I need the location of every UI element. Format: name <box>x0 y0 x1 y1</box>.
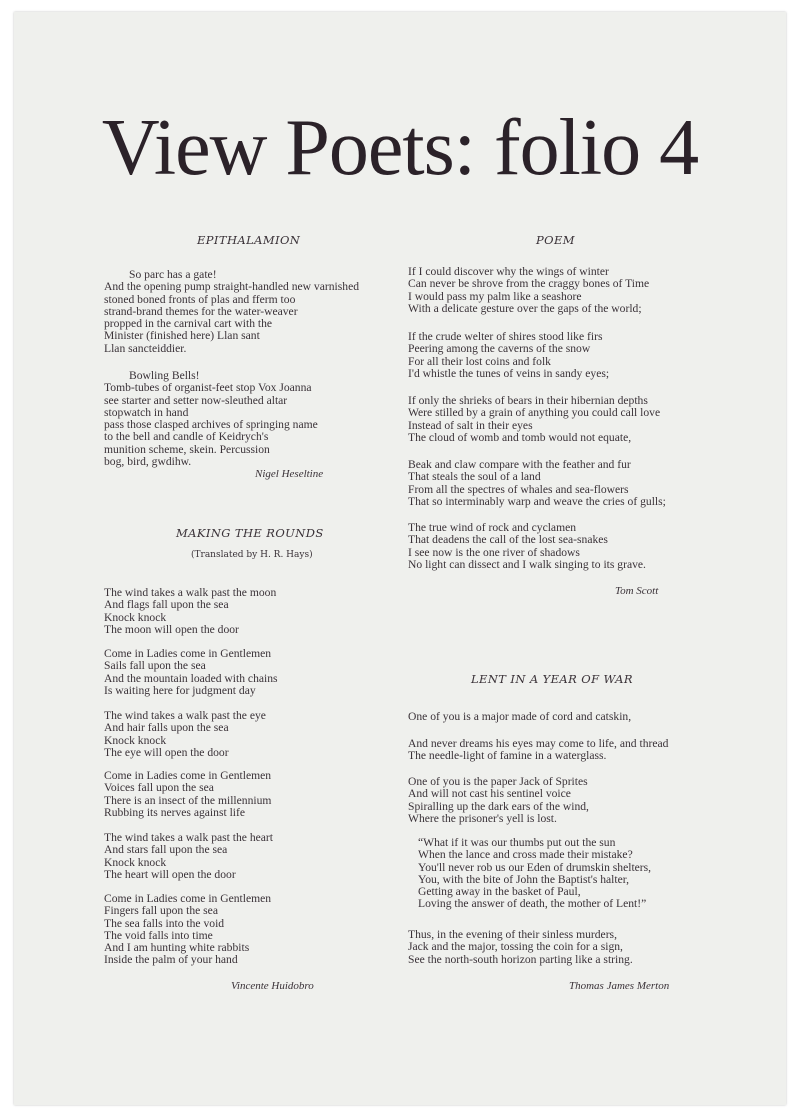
translator-note: (Translated by H. R. Hays) <box>191 550 313 560</box>
stanza <box>104 648 278 697</box>
stanza <box>408 266 649 315</box>
stanza <box>408 776 589 825</box>
poem-line: And will not cast his sentinel voice <box>408 787 571 801</box>
poem-line: The cloud of womb and tomb would not equate, <box>408 430 632 444</box>
poem-title-poem: POEM <box>536 233 575 247</box>
poem-line: And stars fall upon the sea <box>104 843 228 857</box>
poem-line: See the north-south horizon parting like a string. <box>408 952 633 966</box>
poem-line: Come in Ladies come in Gentlemen <box>104 769 272 782</box>
poem-line: Voices fall upon the sea <box>104 781 214 795</box>
poem-line: strand-brand themes for the water-weaver <box>104 304 298 318</box>
poem-line: If the crude welter of shires stood like firs <box>408 330 603 343</box>
poem-line: Getting away in the basket of Paul, <box>418 885 581 899</box>
poem-line: The wind takes a walk past the eye <box>104 709 266 722</box>
poem-line: Loving the answer of death, the mother of Lent!” <box>418 897 647 911</box>
poem-line: see starter and setter now-sleuthed altar <box>104 393 288 407</box>
poem-line: Bowling Bells! <box>129 369 200 382</box>
stanza <box>104 370 318 468</box>
stanza <box>104 587 276 636</box>
poem-line: No light can dissect and I walk singing to its grave. <box>408 557 646 571</box>
poem-line: And flags fall upon the sea <box>104 598 229 612</box>
poem-line: Knock knock <box>104 610 167 624</box>
poem-line: The wind takes a walk past the heart <box>104 831 274 844</box>
poem-line: For all their lost coins and folk <box>408 354 551 368</box>
poem-line: propped in the carnival cart with the <box>104 317 273 331</box>
page-title: View Poets: folio 4 <box>101 104 699 192</box>
poem-line: munition scheme, skein. Percussion <box>104 442 270 456</box>
poem-line: to the bell and candle of Keidrych's <box>104 430 269 444</box>
poem-line: With a delicate gesture over the gaps of the world; <box>408 301 642 315</box>
poem-line: Llan sancteiddier. <box>104 341 187 355</box>
poem-line: The wind takes a walk past the moon <box>104 586 277 599</box>
stanza <box>408 929 633 966</box>
poem-line: Knock knock <box>104 855 167 869</box>
stanza <box>408 395 660 444</box>
poem-line: Minister (finished here) Llan sant <box>104 329 260 343</box>
poem-line: Sails fall upon the sea <box>104 659 206 673</box>
poem-line: Is waiting here for judgment day <box>104 683 256 697</box>
poem-line: And the mountain loaded with chains <box>104 671 278 685</box>
poem-author-poem: Tom Scott <box>615 585 659 597</box>
poem-line: If only the shrieks of bears in their hibernian depths <box>408 394 648 407</box>
stanza <box>104 770 271 819</box>
poem-line: I'd whistle the tunes of veins in sandy eyes; <box>408 366 610 380</box>
poem-line: One of you is a major made of cord and catskin, <box>408 710 632 723</box>
stanza <box>408 459 666 508</box>
poem-line: Can never be shrove from the craggy bones of Time <box>408 277 650 291</box>
poem-line: And I am hunting white rabbits <box>104 941 250 955</box>
poem-line: stopwatch in hand <box>104 405 189 419</box>
poem-line: Spiralling up the dark ears of the wind, <box>408 799 589 813</box>
poem-title-lent: LENT IN A YEAR OF WAR <box>471 672 633 686</box>
poem-author-lent: Thomas James Merton <box>569 980 670 992</box>
poem-author-epithalamion: Nigel Heseltine <box>255 468 324 480</box>
poem-line: “What if it was our thumbs put out the sun <box>418 836 616 849</box>
poem-line: I see now is the one river of shadows <box>408 545 580 559</box>
stanza <box>104 269 359 355</box>
poem-line: And hair falls upon the sea <box>104 721 229 735</box>
stanza <box>408 331 609 380</box>
poem-title-epithalamion: EPITHALAMION <box>197 233 301 247</box>
poem-line: Jack and the major, tossing the coin for a sign, <box>408 940 623 954</box>
poem-line: The heart will open the door <box>104 867 236 881</box>
poem-line: Inside the palm of your hand <box>104 953 238 967</box>
poem-line: I would pass my palm like a seashore <box>408 289 582 303</box>
poem-author-making-the-rounds: Vincente Huidobro <box>231 980 314 992</box>
poem-line: bog, bird, gwdihw. <box>104 455 192 469</box>
poem-line: The moon will open the door <box>104 622 239 636</box>
poem-line: Peering among the caverns of the snow <box>408 342 591 356</box>
stanza <box>104 832 273 881</box>
poem-line: The sea falls into the void <box>104 916 225 930</box>
poem-line: You, with the bite of John the Baptist's halter, <box>418 872 630 886</box>
poem-line: And never dreams his eyes may come to life, and thread <box>408 737 669 750</box>
stanza <box>408 522 646 571</box>
poem-line: And the opening pump straight-handled new varnished <box>104 280 360 294</box>
poem-line: There is an insect of the millennium <box>104 793 272 807</box>
poem-line: When the lance and cross made their mistake? <box>418 848 633 862</box>
poem-line: One of you is the paper Jack of Sprites <box>408 775 588 788</box>
stanza <box>408 711 631 723</box>
poem-line: Where the prisoner's yell is lost. <box>408 811 557 825</box>
poem-line: Beak and claw compare with the feather and fur <box>408 458 631 471</box>
poem-line: Fingers fall upon the sea <box>104 904 218 918</box>
poem-line: pass those clasped archives of springing name <box>104 418 318 432</box>
stanza <box>418 837 651 911</box>
poem-line: Tomb-tubes of organist-feet stop Vox Joanna <box>104 381 312 395</box>
poem-line: That so interminably warp and weave the cries of gulls; <box>408 494 666 508</box>
poem-line: From all the spectres of whales and sea-flowers <box>408 482 629 496</box>
poem-title-making-the-rounds: MAKING THE ROUNDS <box>176 526 324 540</box>
poem-line: The eye will open the door <box>104 745 229 759</box>
poem-line: That deadens the call of the lost sea-snakes <box>408 533 608 547</box>
poem-line: stoned boned fronts of plas and fferm too <box>104 292 296 306</box>
stanza <box>104 710 266 759</box>
poem-line: You'll never rob us our Eden of drumskin shelters, <box>418 860 652 874</box>
poem-line: The true wind of rock and cyclamen <box>408 521 577 534</box>
poem-line: The needle-light of famine in a waterglass. <box>408 749 607 763</box>
poem-line: Were stilled by a grain of anything you could call love <box>408 406 661 420</box>
poem-line: Instead of salt in their eyes <box>408 418 533 432</box>
stanza <box>104 893 271 967</box>
poem-line: Come in Ladies come in Gentlemen <box>104 647 272 660</box>
poem-line: So parc has a gate! <box>129 268 217 281</box>
poem-line: Knock knock <box>104 733 167 747</box>
poem-line: That steals the soul of a land <box>408 470 541 484</box>
folio-page <box>14 12 786 1105</box>
poem-line: Thus, in the evening of their sinless murders, <box>408 928 617 941</box>
poem-line: Rubbing its nerves against life <box>104 805 246 819</box>
stanza <box>408 738 668 763</box>
poem-line: If I could discover why the wings of winter <box>408 265 609 278</box>
poem-line: The void falls into time <box>104 928 213 942</box>
poem-line: Come in Ladies come in Gentlemen <box>104 892 272 905</box>
